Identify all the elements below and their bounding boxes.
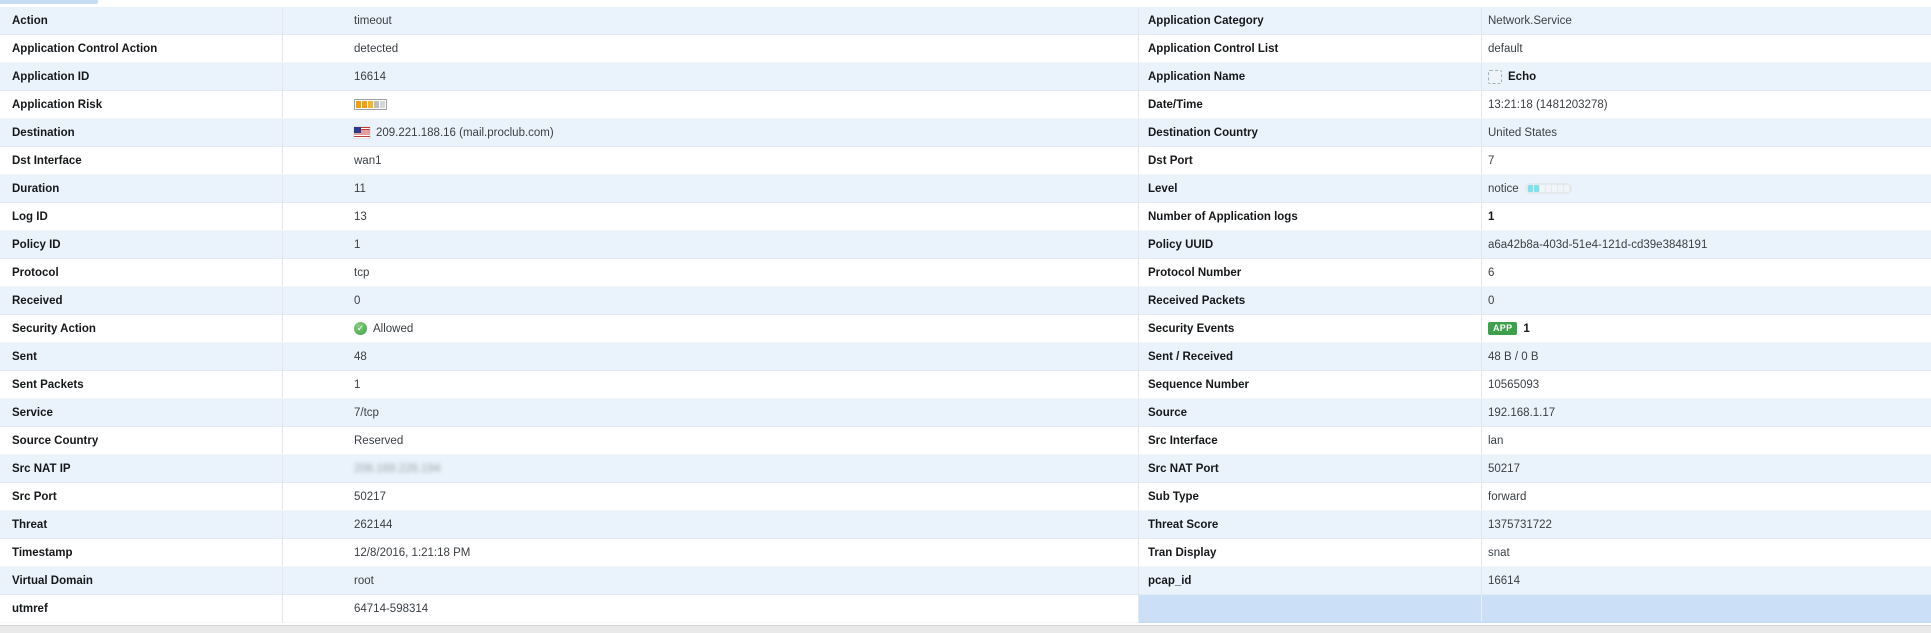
- row-date-time: [1139, 91, 1931, 119]
- field-value-text: 7: [1488, 154, 1495, 167]
- meter-segment: [1534, 185, 1539, 192]
- field-value-text: 50217: [1488, 462, 1520, 475]
- field-label-text: utmref: [12, 603, 48, 615]
- field-label: [1139, 455, 1482, 482]
- field-label-text: Source: [1148, 407, 1187, 419]
- field-value-text: tcp: [354, 266, 370, 279]
- field-value-text: snat: [1488, 546, 1510, 559]
- row-sequence-number: [1139, 371, 1931, 399]
- field-value: [1482, 315, 1931, 342]
- field-label-text: Policy ID: [12, 239, 61, 251]
- field-value-text: 48: [354, 350, 367, 363]
- field-value-text: 262144: [354, 518, 393, 531]
- field-value: [283, 455, 1138, 482]
- row-src-interface: [1139, 427, 1931, 455]
- field-value-text: 12/8/2016, 1:21:18 PM: [354, 546, 471, 559]
- field-value-text: lan: [1488, 434, 1504, 447]
- field-label: [0, 147, 283, 174]
- field-value-text: 1: [354, 238, 361, 251]
- field-value-text: 1: [1523, 322, 1530, 335]
- field-value: [283, 483, 1138, 510]
- log-detail-table-right: [1138, 7, 1931, 623]
- field-value: [283, 63, 1138, 90]
- field-label: [0, 119, 283, 146]
- field-label: [1139, 175, 1482, 202]
- field-label-text: Application ID: [12, 71, 90, 83]
- field-label: [0, 399, 283, 426]
- field-label-text: Sent / Received: [1148, 351, 1234, 363]
- field-label-text: Src NAT Port: [1148, 463, 1219, 475]
- field-label: [0, 455, 283, 482]
- field-label-text: Source Country: [12, 435, 99, 447]
- field-label-text: Date/Time: [1148, 99, 1203, 111]
- check-circle-icon: ✓: [354, 322, 367, 335]
- field-label: [0, 91, 283, 118]
- field-value: [1482, 567, 1931, 594]
- field-label-text: Sent: [12, 351, 37, 363]
- field-label: [1139, 511, 1482, 538]
- us-flag-icon: [354, 127, 370, 138]
- row-application-id: [0, 63, 1138, 91]
- field-value: [1482, 595, 1931, 622]
- field-value: [1482, 175, 1931, 202]
- field-label-text: Virtual Domain: [12, 575, 93, 587]
- row-src-nat-ip: [0, 455, 1138, 483]
- log-detail-panel: [0, 7, 1931, 623]
- field-label-text: Destination Country: [1148, 127, 1258, 139]
- field-value-text: 6: [1488, 266, 1495, 279]
- footer-divider-bar: [0, 625, 1931, 633]
- field-value-text: forward: [1488, 490, 1527, 503]
- field-label-text: Dst Interface: [12, 155, 82, 167]
- row-application-name: [1139, 63, 1931, 91]
- field-label-text: Src Interface: [1148, 435, 1218, 447]
- field-label: [1139, 371, 1482, 398]
- field-value: [1482, 119, 1931, 146]
- redacted-value: 206.169.226.194: [354, 462, 441, 475]
- meter-segment: [380, 101, 385, 108]
- field-value: [283, 595, 1138, 622]
- row-application-control-action: [0, 35, 1138, 63]
- meter-segment: [356, 101, 361, 108]
- row-application-risk: [0, 91, 1138, 119]
- field-label: [0, 483, 283, 510]
- meter-segment: [1552, 185, 1557, 192]
- row-security-events: [1139, 315, 1931, 343]
- field-label-text: Src NAT IP: [12, 463, 71, 475]
- meter-segment: [1528, 185, 1533, 192]
- field-value-text: 16614: [1488, 574, 1520, 587]
- field-label: [0, 203, 283, 230]
- field-label: [0, 511, 283, 538]
- field-label: [0, 63, 283, 90]
- row-threat: [0, 511, 1138, 539]
- field-label: [1139, 567, 1482, 594]
- row-src-port: [0, 483, 1138, 511]
- field-value-text: 10565093: [1488, 378, 1540, 391]
- field-value: [283, 539, 1138, 566]
- field-value: [1482, 231, 1931, 258]
- row-dst-port: [1139, 147, 1931, 175]
- field-label: [1139, 483, 1482, 510]
- field-label: [1139, 259, 1482, 286]
- field-label-text: Tran Display: [1148, 547, 1217, 559]
- field-label: [0, 259, 283, 286]
- field-value-text: Network.Service: [1488, 14, 1572, 27]
- field-label-text: Sequence Number: [1148, 379, 1249, 391]
- field-value-text: 48 B / 0 B: [1488, 350, 1539, 363]
- row-pcap-id: [1139, 567, 1931, 595]
- field-label-text: Duration: [12, 183, 60, 195]
- field-label: [1139, 91, 1482, 118]
- field-value: [283, 371, 1138, 398]
- field-value: [1482, 455, 1931, 482]
- field-value-text: 64714-598314: [354, 602, 429, 615]
- row-policy-uuid: [1139, 231, 1931, 259]
- meter-segment: [374, 101, 379, 108]
- field-value-text: 209.221.188.16 (mail.proclub.com): [376, 126, 554, 139]
- field-label-text: Number of Application logs: [1148, 211, 1298, 223]
- meter-segment: [1540, 185, 1545, 192]
- field-label-text: Security Events: [1148, 323, 1235, 335]
- meter-segment: [1558, 185, 1563, 192]
- row-policy-id: [0, 231, 1138, 259]
- row-security-action: [0, 315, 1138, 343]
- meter-segment: [362, 101, 367, 108]
- row-duration: [0, 175, 1138, 203]
- field-label-text: Policy UUID: [1148, 239, 1214, 251]
- field-value: [1482, 147, 1931, 174]
- field-label-text: Timestamp: [12, 547, 73, 559]
- row-source: [1139, 399, 1931, 427]
- row-action: [0, 7, 1138, 35]
- field-value-text: 13: [354, 210, 367, 223]
- row-received: [0, 287, 1138, 315]
- field-value-text: Allowed: [373, 322, 414, 335]
- field-label-text: Application Control Action: [12, 43, 158, 55]
- field-value: [283, 203, 1138, 230]
- dashed-box-icon: [1488, 70, 1502, 84]
- row-protocol: [0, 259, 1138, 287]
- field-label-text: Service: [12, 407, 53, 419]
- field-value: [1482, 259, 1931, 286]
- field-value: [283, 343, 1138, 370]
- field-label-text: Protocol: [12, 267, 59, 279]
- row-threat-score: [1139, 511, 1931, 539]
- field-label-text: Security Action: [12, 323, 96, 335]
- field-label-text: Sub Type: [1148, 491, 1199, 503]
- field-value: [1482, 399, 1931, 426]
- field-label-text: Application Name: [1148, 71, 1246, 83]
- field-label: [1139, 539, 1482, 566]
- field-label-text: Received: [12, 295, 63, 307]
- field-label: [1139, 119, 1482, 146]
- field-label: [0, 35, 283, 62]
- row-dst-interface: [0, 147, 1138, 175]
- field-label-text: Threat: [12, 519, 48, 531]
- field-value-text: 7/tcp: [354, 406, 379, 419]
- tab-indicator: [0, 0, 98, 4]
- row-source-country: [0, 427, 1138, 455]
- field-value-text: 11: [354, 182, 366, 195]
- field-value: [283, 287, 1138, 314]
- row-sent-received: [1139, 343, 1931, 371]
- row-virtual-domain: [0, 567, 1138, 595]
- row-selected-empty: [1139, 595, 1931, 623]
- row-received-packets: [1139, 287, 1931, 315]
- field-value: [283, 427, 1138, 454]
- field-label: [0, 175, 283, 202]
- field-value-text: 16614: [354, 70, 386, 83]
- app-risk-meter: [354, 99, 387, 110]
- field-value-text: 1: [354, 378, 361, 391]
- row-service: [0, 399, 1138, 427]
- field-label: [1139, 63, 1482, 90]
- field-label-text: Application Risk: [12, 99, 103, 111]
- field-value: [283, 175, 1138, 202]
- field-label: [0, 595, 283, 622]
- field-value-text: United States: [1488, 126, 1558, 139]
- row-application-control-list: [1139, 35, 1931, 63]
- field-value: [283, 399, 1138, 426]
- field-value-text: 13:21:18 (1481203278): [1488, 98, 1608, 111]
- field-value-text: timeout: [354, 14, 392, 27]
- field-label: [0, 315, 283, 342]
- row-number-of-application-logs: [1139, 203, 1931, 231]
- field-label-text: Log ID: [12, 211, 48, 223]
- row-level: [1139, 175, 1931, 203]
- field-value-text: 0: [354, 294, 361, 307]
- field-label-text: Application Control List: [1148, 43, 1279, 55]
- field-label: [0, 231, 283, 258]
- field-label: [0, 567, 283, 594]
- field-value: [1482, 427, 1931, 454]
- field-value: [1482, 7, 1931, 34]
- app-badge: APP: [1488, 322, 1517, 335]
- field-label-text: Level: [1148, 183, 1178, 195]
- field-label: [1139, 35, 1482, 62]
- row-utmref: [0, 595, 1138, 623]
- field-label-text: Protocol Number: [1148, 267, 1242, 279]
- field-label: [1139, 147, 1482, 174]
- field-value: [283, 259, 1138, 286]
- field-label: [0, 343, 283, 370]
- row-timestamp: [0, 539, 1138, 567]
- field-value: [1482, 91, 1931, 118]
- field-value: [1482, 287, 1931, 314]
- level-meter: [1525, 183, 1572, 194]
- field-value: [283, 35, 1138, 62]
- field-value-text: 1: [1488, 210, 1495, 223]
- field-value-text: Echo: [1508, 70, 1537, 83]
- field-value-text: a6a42b8a-403d-51e4-121d-cd39e3848191: [1488, 238, 1708, 251]
- field-value: [283, 511, 1138, 538]
- field-label: [1139, 427, 1482, 454]
- field-value-text: 0: [1488, 294, 1495, 307]
- field-value-text: 1375731722: [1488, 518, 1552, 531]
- field-value: [1482, 539, 1931, 566]
- row-log-id: [0, 203, 1138, 231]
- field-value: [283, 7, 1138, 34]
- field-value: [283, 315, 1138, 342]
- field-label: [1139, 343, 1482, 370]
- field-value-text: notice: [1488, 182, 1519, 195]
- field-label: [1139, 595, 1482, 622]
- field-label: [0, 7, 283, 34]
- field-value: [283, 231, 1138, 258]
- field-value-text: 192.168.1.17: [1488, 406, 1556, 419]
- field-label: [0, 371, 283, 398]
- row-sub-type: [1139, 483, 1931, 511]
- field-label-text: Action: [12, 15, 48, 27]
- meter-segment: [1546, 185, 1551, 192]
- field-value: [283, 119, 1138, 146]
- field-label-text: Destination: [12, 127, 75, 139]
- field-label-text: Application Category: [1148, 15, 1264, 27]
- field-label-text: Received Packets: [1148, 295, 1246, 307]
- row-application-category: [1139, 7, 1931, 35]
- row-destination: [0, 119, 1138, 147]
- field-value: [283, 91, 1138, 118]
- field-value: [283, 147, 1138, 174]
- field-label-text: Threat Score: [1148, 519, 1219, 531]
- field-label-text: pcap_id: [1148, 575, 1192, 587]
- field-value: [1482, 343, 1931, 370]
- field-value: [1482, 483, 1931, 510]
- field-value: [1482, 511, 1931, 538]
- field-label-text: Sent Packets: [12, 379, 84, 391]
- field-label: [0, 427, 283, 454]
- row-protocol-number: [1139, 259, 1931, 287]
- field-label: [0, 287, 283, 314]
- field-value: [283, 567, 1138, 594]
- field-label: [1139, 7, 1482, 34]
- field-value-text: root: [354, 574, 374, 587]
- field-label-text: Src Port: [12, 491, 57, 503]
- field-value-text: Reserved: [354, 434, 404, 447]
- field-value-text: wan1: [354, 154, 382, 167]
- field-label: [1139, 315, 1482, 342]
- field-value: [1482, 203, 1931, 230]
- row-src-nat-port: [1139, 455, 1931, 483]
- field-label: [1139, 287, 1482, 314]
- field-value-text: detected: [354, 42, 399, 55]
- field-value: [1482, 63, 1931, 90]
- field-value-text: default: [1488, 42, 1523, 55]
- field-label: [1139, 399, 1482, 426]
- meter-segment: [368, 101, 373, 108]
- field-label-text: Dst Port: [1148, 155, 1193, 167]
- field-value: [1482, 35, 1931, 62]
- meter-segment: [1564, 185, 1569, 192]
- field-value: [1482, 371, 1931, 398]
- row-destination-country: [1139, 119, 1931, 147]
- field-label: [1139, 203, 1482, 230]
- field-label: [0, 539, 283, 566]
- field-value-text: 50217: [354, 490, 386, 503]
- row-sent: [0, 343, 1138, 371]
- field-label: [1139, 231, 1482, 258]
- log-detail-table-left: [0, 7, 1138, 623]
- row-tran-display: [1139, 539, 1931, 567]
- row-sent-packets: [0, 371, 1138, 399]
